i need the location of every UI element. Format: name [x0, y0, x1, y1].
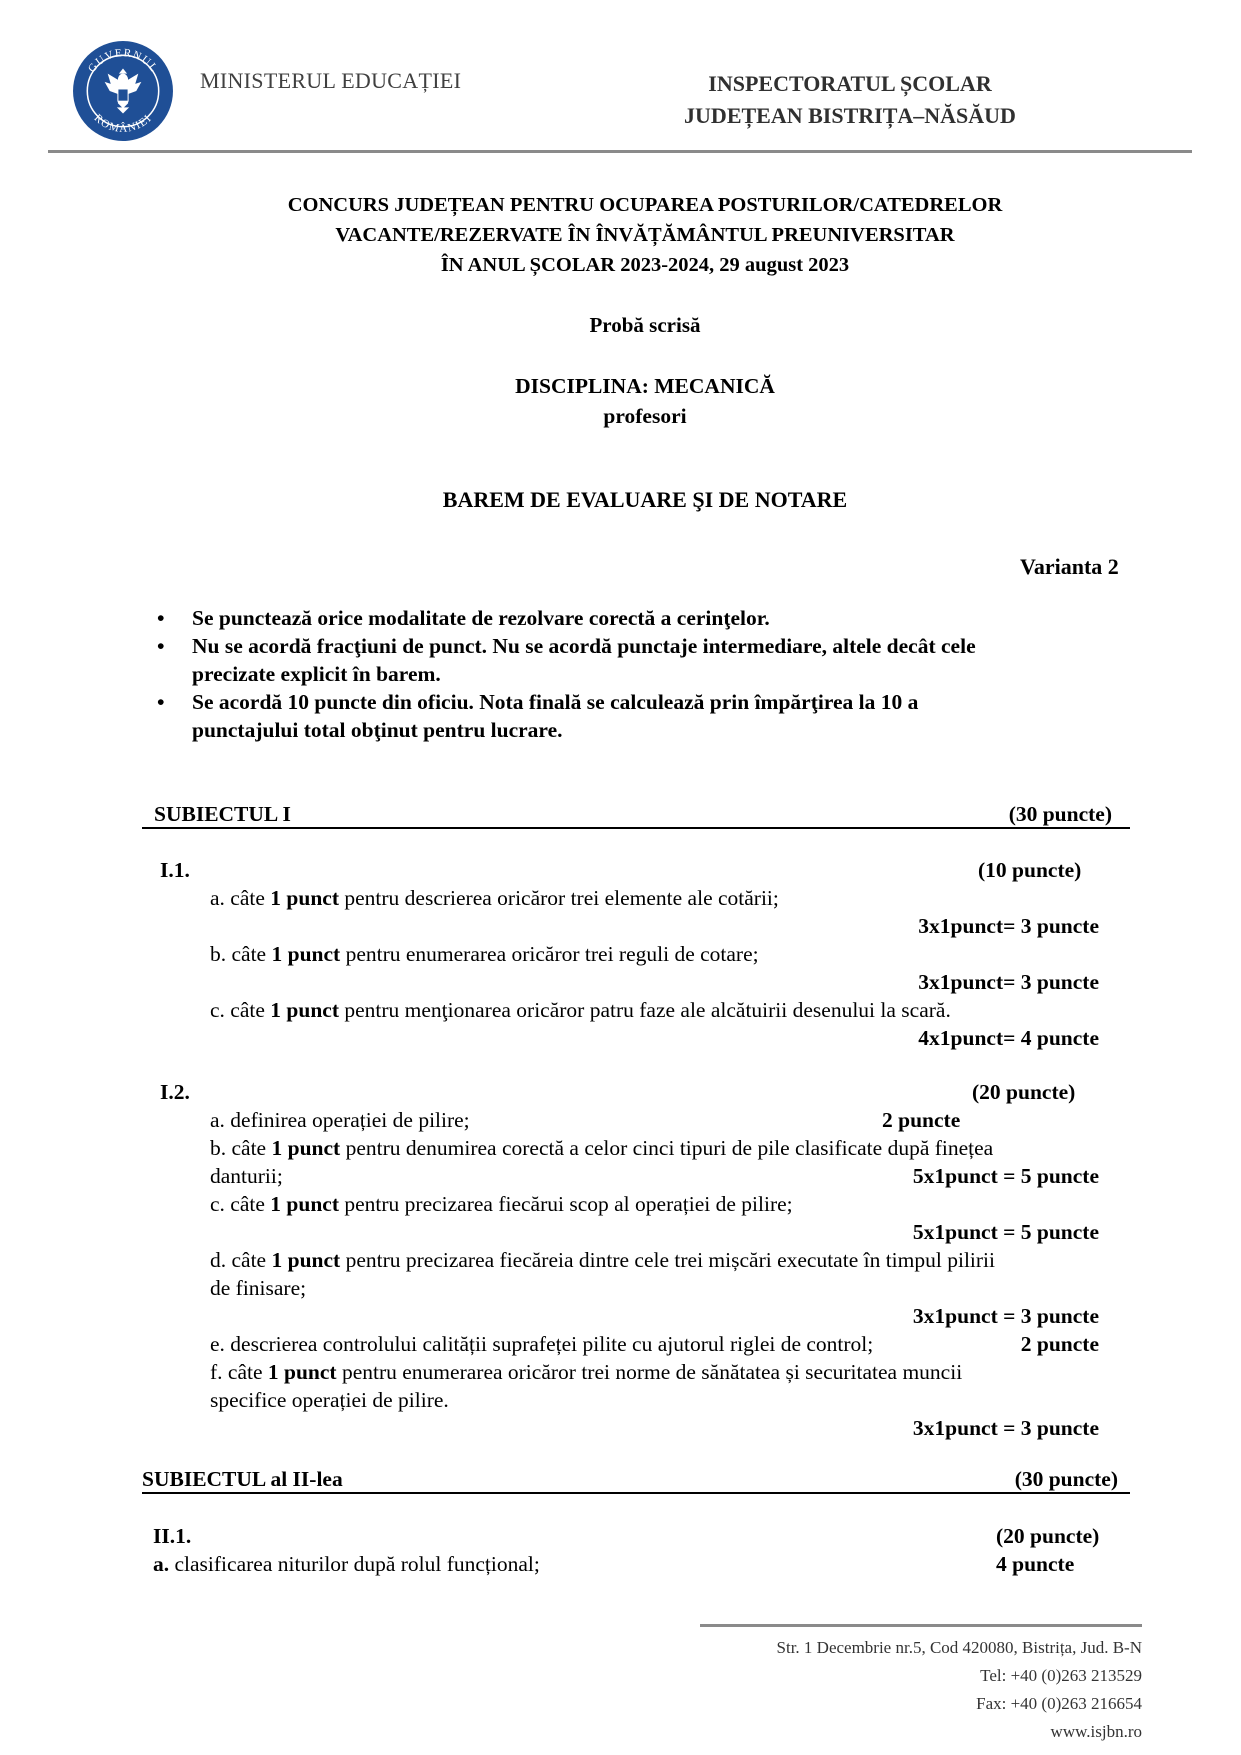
i2-f-score: 3x1punct = 3 puncte [912, 1416, 1099, 1440]
i2-d-score: 3x1punct = 3 puncte [912, 1304, 1099, 1328]
i1-a-score: 3x1punct= 3 puncte [918, 914, 1099, 938]
government-logo [72, 40, 174, 142]
rules-list [145, 604, 1105, 744]
logo-text-top: GUVERNUL [85, 47, 161, 75]
i2-b-line2: danturii; [210, 1164, 283, 1188]
barem-title: BAREM DE EVALUARE ŞI DE NOTARE [442, 487, 848, 512]
i1-b-score: 3x1punct= 3 puncte [918, 970, 1099, 994]
i2-a: a. definirea operației de pilire; [210, 1108, 470, 1132]
i2-d: d. câte 1 punct pentru precizarea fiecăreia dintre cele trei mișcări executate în timpul pilirii [210, 1248, 996, 1272]
i2-f-line2: specifice operației de pilire. [210, 1388, 449, 1412]
exam-type: Probă scrisă [589, 313, 701, 337]
ii1-a: a. clasificarea niturilor după rolul funcțional; [153, 1552, 540, 1576]
i1-c-score: 4x1punct= 4 puncte [918, 1026, 1099, 1050]
rule-item: • Nu se acordă fracţiuni de punct. Nu se acordă punctaje intermediare, altele decât cele precizate explicit în barem. [157, 634, 976, 686]
rule-item: • Se acordă 10 puncte din oficiu. Nota finală se calculează prin împărţirea la 10 a punctajului total obţinut pentru lucrare. [157, 690, 919, 742]
subject-2-title: SUBIECTUL al II-lea [142, 1467, 343, 1491]
subject-2-points: (30 puncte) [1014, 1467, 1118, 1491]
footer-address: Str. 1 Decembrie nr.5, Cod 420080, Bistrița, Jud. B-N [776, 1638, 1142, 1657]
ministry-name: MINISTERUL EDUCAȚIEI [200, 68, 462, 93]
title-line-3: ÎN ANUL ȘCOLAR 2023-2024, 29 august 2023 [440, 254, 850, 276]
subject-1-points: (30 puncte) [1008, 802, 1112, 826]
i1-b: b. câte 1 punct pentru enumerarea oricăror trei reguli de cotare; [210, 942, 759, 966]
i2-d-line2: de finisare; [210, 1276, 307, 1300]
item-i2-label: I.2. [160, 1080, 190, 1104]
item-i1-points: (10 puncte) [978, 858, 1082, 882]
item-ii1-points: (20 puncte) [996, 1524, 1100, 1548]
i1-c: c. câte 1 punct pentru menţionarea oricăror patru faze ale alcătuirii desenului la scară. [210, 998, 951, 1022]
exam-title [0, 190, 1241, 280]
title-line-1: CONCURS JUDEȚEAN PENTRU OCUPAREA POSTURILOR/CATEDRELOR [287, 194, 1003, 216]
footer-web[interactable]: www.isjbn.ro [1050, 1722, 1142, 1741]
rule-item: • Se punctează orice modalitate de rezolvare corectă a cerinţelor. [157, 606, 770, 630]
item-ii1-label: II.1. [153, 1524, 192, 1548]
discipline-name: DISCIPLINA: MECANICĂ [515, 374, 775, 398]
ii1-a-score: 4 puncte [996, 1552, 1075, 1576]
i2-c-score: 5x1punct = 5 puncte [912, 1220, 1099, 1244]
subject-1-title: SUBIECTUL I [154, 802, 291, 826]
footer-fax: Fax: +40 (0)263 216654 [976, 1694, 1142, 1713]
i2-e-score: 2 puncte [1020, 1332, 1099, 1356]
audience: profesori [603, 404, 687, 428]
discipline [0, 371, 1241, 431]
i1-a: a. câte 1 punct pentru descrierea oricăror trei elemente ale cotării; [210, 886, 779, 910]
i2-e: e. descrierea controlului calității suprafeței pilite cu ajutorul riglei de control; [210, 1332, 874, 1356]
subject-2-header [142, 1466, 1130, 1494]
item-i2-points: (20 puncte) [972, 1080, 1076, 1104]
subject-1-header [142, 801, 1130, 829]
i2-f: f. câte 1 punct pentru enumerarea oricăror trei norme de sănătatea și securitatea muncii [210, 1360, 963, 1384]
i2-b: b. câte 1 punct pentru denumirea corectă a celor cinci tipuri de pile clasificate după finețea [210, 1136, 994, 1160]
i2-b-score: 5x1punct = 5 puncte [912, 1164, 1099, 1188]
variant: Varianta 2 [1020, 554, 1119, 579]
item-i1-label: I.1. [160, 858, 190, 882]
footer-divider [700, 1624, 1142, 1627]
i2-c: c. câte 1 punct pentru precizarea fiecărui scop al operației de pilire; [210, 1192, 793, 1216]
inspectorate-line-1: INSPECTORATUL ȘCOLAR [708, 71, 992, 96]
footer-contact [660, 1634, 1142, 1746]
footer-tel: Tel: +40 (0)263 213529 [980, 1666, 1142, 1685]
logo-text-bottom: ROMÂNIEI [91, 112, 155, 135]
header-divider [48, 150, 1192, 153]
title-line-2: VACANTE/REZERVATE ÎN ÎNVĂȚĂMÂNTUL PREUNIVERSITAR [335, 224, 955, 246]
i2-a-score: 2 puncte [882, 1108, 961, 1132]
inspectorate-line-2: JUDEȚEAN BISTRIȚA–NĂSĂUD [684, 103, 1016, 128]
inspectorate-name [650, 68, 1050, 132]
